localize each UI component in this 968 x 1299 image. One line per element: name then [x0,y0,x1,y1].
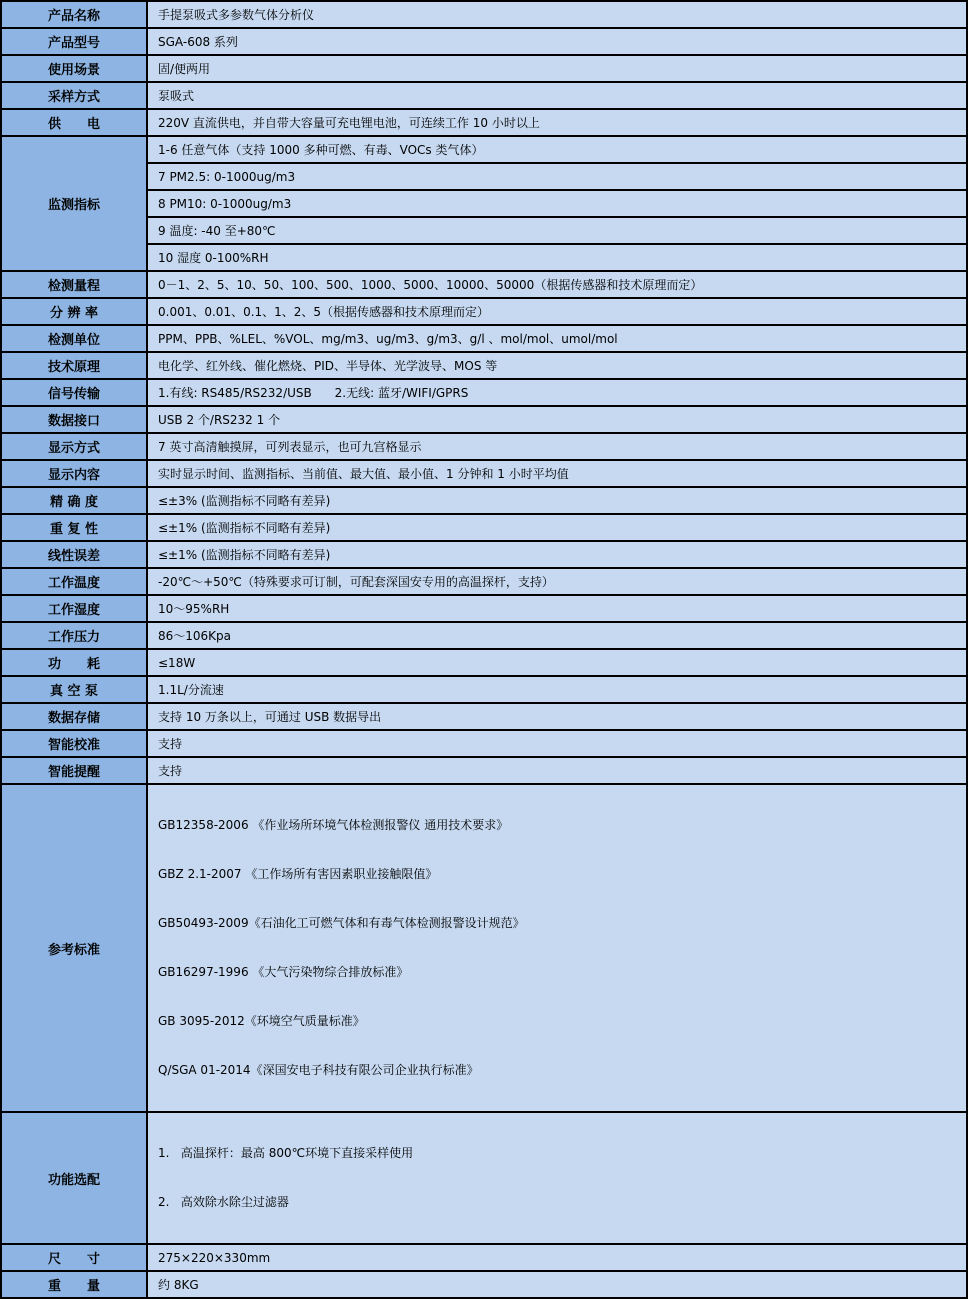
spec-value-technical-principle: 电化学、红外线、催化燃烧、PID、半导体、光学波导、MOS 等 [147,352,967,379]
row-sampling-method [1,82,967,109]
spec-value-repeatability: ≤±1% (监测指标不同略有差异) [147,514,967,541]
spec-label-working-pressure: 工作压力 [1,622,147,649]
spec-label-power-consumption: 功 耗 [1,649,147,676]
spec-value-monitoring-indicator-2: 7 PM2.5: 0-1000ug/m3 [147,163,967,190]
spec-label-display-mode: 显示方式 [1,433,147,460]
spec-label-power-supply: 供 电 [1,109,147,136]
row-working-temperature [1,568,967,595]
row-smart-calibration [1,730,967,757]
row-optional-features [1,1112,967,1244]
spec-label-smart-reminder: 智能提醒 [1,757,147,784]
spec-label-signal-transmission: 信号传输 [1,379,147,406]
reference-standard-4: GB16297-1996 《大气污染物综合排放标准》 [158,965,409,979]
spec-value-accuracy: ≤±3% (监测指标不同略有差异) [147,487,967,514]
spec-value-sampling-method: 泵吸式 [147,82,967,109]
spec-label-data-storage: 数据存储 [1,703,147,730]
spec-value-monitoring-indicator-5: 10 湿度 0-100%RH [147,244,967,271]
row-usage-scenario [1,55,967,82]
spec-label-detection-range: 检测量程 [1,271,147,298]
spec-value-dimensions: 275×220×330mm [147,1244,967,1271]
spec-label-resolution: 分 辨 率 [1,298,147,325]
row-vacuum-pump [1,676,967,703]
row-linearity-error [1,541,967,568]
row-product-name [1,1,967,28]
row-detection-units [1,325,967,352]
spec-label-product-model: 产品型号 [1,28,147,55]
row-dimensions [1,1244,967,1271]
row-smart-reminder [1,757,967,784]
spec-label-monitoring-indicators: 监测指标 [1,136,147,271]
spec-label-vacuum-pump: 真 空 泵 [1,676,147,703]
spec-label-optional-features: 功能选配 [1,1112,147,1244]
spec-label-product-name: 产品名称 [1,1,147,28]
spec-value-product-model: SGA-608 系列 [147,28,967,55]
spec-value-weight: 约 8KG [147,1271,967,1298]
spec-value-data-storage: 支持 10 万条以上，可通过 USB 数据导出 [147,703,967,730]
spec-value-usage-scenario: 固/便两用 [147,55,967,82]
spec-label-dimensions: 尺 寸 [1,1244,147,1271]
spec-value-linearity-error: ≤±1% (监测指标不同略有差异) [147,541,967,568]
spec-value-signal-transmission: 1.有线: RS485/RS232/USB 2.无线: 蓝牙/WIFI/GPRS [147,379,967,406]
row-repeatability [1,514,967,541]
spec-label-linearity-error: 线性误差 [1,541,147,568]
spec-label-sampling-method: 采样方式 [1,82,147,109]
spec-value-product-name: 手提泵吸式多参数气体分析仪 [147,1,967,28]
row-data-storage [1,703,967,730]
spec-value-detection-units: PPM、PPB、%LEL、%VOL、mg/m3、ug/m3、g/m3、g/l 、mol/mol、umol/mol [147,325,967,352]
spec-label-data-interface: 数据接口 [1,406,147,433]
spec-value-monitoring-indicator-1: 1-6 任意气体（支持 1000 多种可燃、有毒、VOCs 类气体） [147,136,967,163]
spec-label-working-humidity: 工作湿度 [1,595,147,622]
spec-label-repeatability: 重 复 性 [1,514,147,541]
row-accuracy [1,487,967,514]
spec-value-reference-standards [147,784,967,1112]
spec-value-data-interface: USB 2 个/RS232 1 个 [147,406,967,433]
spec-value-power-consumption: ≤18W [147,649,967,676]
row-technical-principle [1,352,967,379]
spec-label-accuracy: 精 确 度 [1,487,147,514]
reference-standard-6: Q/SGA 01-2014《深国安电子科技有限公司企业执行标准》 [158,1063,479,1077]
row-product-model [1,28,967,55]
spec-label-reference-standards: 参考标准 [1,784,147,1112]
row-power-supply [1,109,967,136]
spec-label-display-content: 显示内容 [1,460,147,487]
row-reference-standards [1,784,967,1112]
spec-value-working-temperature: -20℃～+50℃（特殊要求可订制，可配套深国安专用的高温探杆，支持） [147,568,967,595]
spec-label-detection-units: 检测单位 [1,325,147,352]
spec-value-working-pressure: 86～106Kpa [147,622,967,649]
spec-value-working-humidity: 10～95%RH [147,595,967,622]
row-detection-range [1,271,967,298]
spec-value-vacuum-pump: 1.1L/分流速 [147,676,967,703]
row-working-pressure [1,622,967,649]
spec-value-resolution: 0.001、0.01、0.1、1、2、5（根据传感器和技术原理而定） [147,298,967,325]
row-resolution [1,298,967,325]
spec-value-display-mode: 7 英寸高清触摸屏，可列表显示，也可九宫格显示 [147,433,967,460]
spec-label-weight: 重 量 [1,1271,147,1298]
row-display-content [1,460,967,487]
reference-standard-3: GB50493-2009《石油化工可燃气体和有毒气体检测报警设计规范》 [158,916,525,930]
row-weight [1,1271,967,1298]
row-data-interface [1,406,967,433]
spec-value-display-content: 实时显示时间、监测指标、当前值、最大值、最小值、1 分钟和 1 小时平均值 [147,460,967,487]
row-working-humidity [1,595,967,622]
row-signal-transmission [1,379,967,406]
spec-value-smart-calibration: 支持 [147,730,967,757]
spec-label-working-temperature: 工作温度 [1,568,147,595]
reference-standard-1: GB12358-2006 《作业场所环境气体检测报警仪 通用技术要求》 [158,818,509,832]
spec-value-monitoring-indicator-4: 9 温度: -40 至+80℃ [147,217,967,244]
spec-label-usage-scenario: 使用场景 [1,55,147,82]
spec-value-monitoring-indicator-3: 8 PM10: 0-1000ug/m3 [147,190,967,217]
row-power-consumption [1,649,967,676]
spec-label-technical-principle: 技术原理 [1,352,147,379]
reference-standard-2: GBZ 2.1-2007 《工作场所有害因素职业接触限值》 [158,867,438,881]
row-monitoring-indicators [1,136,967,163]
reference-standard-5: GB 3095-2012《环境空气质量标准》 [158,1014,365,1028]
optional-feature-2: 2. 高效除水除尘过滤器 [158,1195,289,1209]
optional-feature-1: 1. 高温探杆：最高 800℃环境下直接采样使用 [158,1146,414,1160]
spec-label-smart-calibration: 智能校准 [1,730,147,757]
spec-value-optional-features [147,1112,967,1244]
spec-value-detection-range: 0－1、2、5、10、50、100、500、1000、5000、10000、50000（根据传感器和技术原理而定） [147,271,967,298]
row-display-mode [1,433,967,460]
spec-value-power-supply: 220V 直流供电，并自带大容量可充电锂电池，可连续工作 10 小时以上 [147,109,967,136]
spec-value-smart-reminder: 支持 [147,757,967,784]
